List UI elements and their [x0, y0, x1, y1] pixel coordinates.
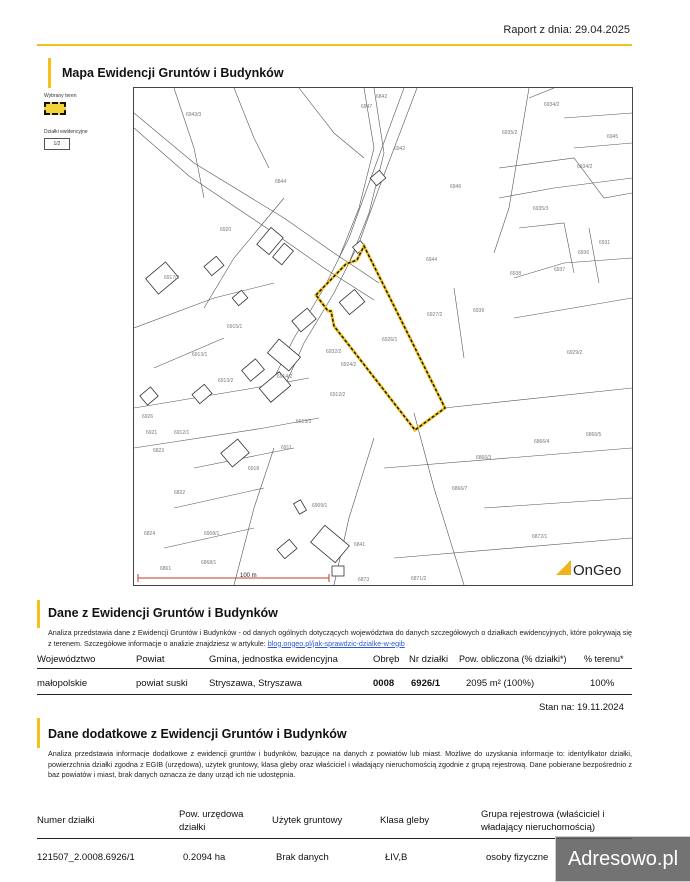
status-date: Stan na: 19.11.2024	[539, 702, 624, 713]
map-section-title: Mapa Ewidencji Gruntów i Budynków	[62, 66, 284, 80]
parcel-label: 6938	[510, 271, 522, 277]
table-divider	[37, 694, 632, 695]
col-header: Nr działki	[409, 654, 449, 665]
extra-section-title: Dane dodatkowe z Ewidencji Gruntów i Budynków	[48, 727, 347, 741]
parcel-label: 6909/1	[312, 503, 328, 509]
parcel-label: 6866/3	[476, 455, 492, 461]
extra-description: Analiza przedstawia informacje dodatkowe z ewidencji gruntów i budynków, bazujące na danych z powiatów lub miast. Możliwe do uzyskania informacje to: identyfikator działki, powierzchnia działki zgodna z EGIB (urzędowa), użytek gruntowy, klasa gleby oraz właściciel i władający nieruchomością zgodnie z grupą rejestrową. Dane pobierane bezpośrednio z baz powiatów i miast, brak danych oznacza że dany urząd ich nie udostępnia.	[48, 749, 632, 779]
parcel-label: 6947	[361, 104, 373, 110]
cadastral-map[interactable]	[133, 87, 633, 586]
parcel-label: 6946	[450, 184, 462, 190]
parcel-label: 6913/2	[218, 378, 234, 384]
parcel-label: 6841	[354, 542, 366, 548]
report-date: Raport z dnia: 29.04.2025	[503, 24, 630, 36]
header-divider	[37, 44, 632, 46]
section-accent	[37, 718, 40, 748]
egib-description	[48, 628, 632, 649]
parcel-label: 6913/1	[192, 352, 208, 358]
parcel-label: 6861	[160, 566, 172, 572]
parcel-label: 6939	[473, 308, 485, 314]
egib-article-link[interactable]: blog.ongeo.pl/jak-sprawdzic-dzialke-w-egib	[267, 638, 405, 648]
legend-selected-swatch	[44, 102, 66, 115]
ongeo-brand: OnGeo	[573, 562, 622, 579]
legend-parcel-sample: 1/2	[44, 138, 70, 150]
parcel-label: 6934/2	[544, 102, 560, 108]
parcel-label: 6914/2	[277, 374, 293, 380]
parcel-label: 6866/7	[452, 486, 468, 492]
row-parcel-id: 121507_2.0008.6926/1	[37, 852, 135, 863]
row-terrain-pct: 100%	[590, 678, 615, 689]
col-header: Grupa rejestrowa (właściciel i władający nieruchomością)	[481, 809, 605, 833]
parcel-label: 6917/2	[164, 275, 180, 281]
col-header: Klasa gleby	[380, 815, 430, 826]
col-header: Powiat	[136, 654, 165, 665]
selected-parcel-outline	[316, 246, 445, 430]
parcel-label: 6915/1	[227, 324, 243, 330]
parcel-label: 6873	[358, 577, 370, 583]
parcel-label: 6937	[554, 267, 566, 273]
parcel-label: 6943/3	[186, 112, 202, 118]
col-header: Obręb	[373, 654, 400, 665]
egib-section-title: Dane z Ewidencji Gruntów i Budynków	[48, 606, 278, 620]
section-accent	[48, 58, 51, 88]
row-land-use: Brak danych	[276, 852, 329, 863]
parcel-label: 6932/2	[326, 349, 342, 355]
parcel-label: 6944	[426, 257, 438, 263]
parcel-label: 6912/2	[330, 392, 346, 398]
section-accent	[37, 600, 40, 628]
parcel-label: 6935/3	[533, 206, 549, 212]
row-register-group: osoby fizyczne	[486, 852, 549, 863]
parcel-label: 6866/4	[534, 439, 550, 445]
parcel-label: 6931	[599, 240, 611, 246]
parcel-label: 6936	[578, 250, 590, 256]
parcel-label: 6866/5	[586, 432, 602, 438]
parcel-label: 6935/2	[502, 130, 518, 136]
parcel-label: 6918	[248, 466, 260, 472]
col-header: % terenu*	[584, 654, 624, 664]
ongeo-logo	[556, 560, 621, 579]
scale-label: 100 m	[240, 573, 257, 579]
legend-parcels-label: Działki ewidencyjne	[44, 129, 88, 135]
col-header: Gmina, jednostka ewidencyjna	[209, 654, 338, 665]
row-commune: Stryszawa, Stryszawa	[209, 678, 302, 689]
legend-selected-label: Wybrany teren	[44, 93, 77, 99]
row-county: powiat suski	[136, 678, 188, 689]
parcel-label: 6822	[174, 490, 186, 496]
parcel-label: 6842	[376, 94, 388, 100]
parcel-label: 6942	[394, 146, 406, 152]
parcel-label: 6912/1	[174, 430, 190, 436]
table-divider	[37, 668, 632, 669]
parcel-label: 6926	[142, 414, 154, 420]
parcel-label: 6824	[144, 531, 156, 537]
col-header: Województwo	[37, 654, 96, 665]
table-divider	[37, 838, 632, 839]
parcel-label: 6929/2	[567, 350, 583, 356]
watermark: Adresowo.pl	[555, 836, 690, 882]
parcel-label: 6927/2	[427, 312, 443, 318]
map-legend	[44, 93, 124, 150]
row-soil-class: ŁIV,B	[385, 852, 408, 863]
row-area: 2095 m² (100%)	[466, 678, 535, 689]
parcel-label: 6934/2	[577, 164, 593, 170]
row-official-area: 0.2094 ha	[183, 852, 226, 863]
col-header: Numer działki	[37, 815, 95, 826]
parcel-label: 6945	[607, 134, 619, 140]
parcel-label: 6823	[153, 448, 165, 454]
row-precinct: 0008	[373, 678, 395, 689]
parcel-label: 6921	[146, 430, 158, 436]
parcel-label: 6908/1	[204, 531, 220, 537]
ongeo-logo-icon	[556, 560, 571, 575]
parcel-label: 6844	[275, 179, 287, 185]
parcel-label: 6871/2	[411, 576, 427, 582]
row-voivodeship: małopolskie	[37, 678, 88, 689]
parcel-label: 6924/2	[341, 362, 357, 368]
map-canvas	[134, 88, 632, 585]
col-header: Pow. obliczona (% działki*)	[459, 654, 567, 664]
col-header: Użytek gruntowy	[272, 815, 343, 826]
egib-description-text: Analiza przedstawia dane z Ewidencji Gruntów i Budynków - od danych ogólnych dotyczących województwa do danych szczegółowych o działkach ewidencyjnych, które pokrywają się z terenem. Szczegółowe informacje o analizie znajdziesz w artykule:	[48, 628, 632, 648]
col-header: Pow. urzędowa działki	[179, 809, 244, 833]
parcel-label: 6920	[220, 227, 232, 233]
parcel-label: 6913/3	[296, 419, 312, 425]
parcel-label: 6868/1	[201, 560, 217, 566]
parcel-label: 6872/1	[532, 534, 548, 540]
parcel-label: 6911	[281, 445, 292, 451]
parcel-label: 6926/1	[382, 337, 398, 343]
scale-bar	[138, 573, 329, 582]
row-parcel-number: 6926/1	[411, 678, 441, 689]
